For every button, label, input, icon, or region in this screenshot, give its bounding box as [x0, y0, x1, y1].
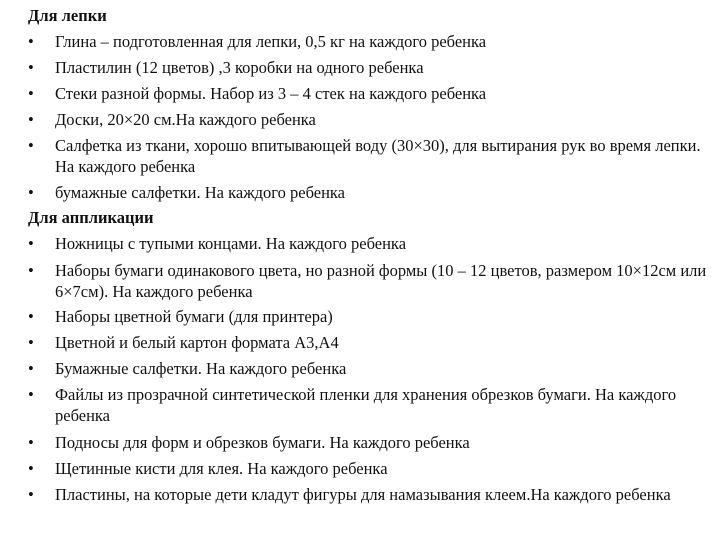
bullet-icon: • — [28, 459, 34, 478]
bullet-icon: • — [28, 234, 34, 253]
bullet-icon: • — [28, 359, 34, 378]
list-item-text: Наборы цветной бумаги (для принтера) — [55, 307, 333, 326]
bullet-icon: • — [28, 58, 34, 77]
bullet-icon: • — [28, 136, 34, 155]
bullet-icon: • — [28, 84, 34, 103]
list-item-text: Щетинные кисти для клея. На каждого ребенка — [55, 459, 388, 478]
list-item-text: Бумажные салфетки. На каждого ребенка — [55, 359, 347, 378]
bullet-icon: • — [28, 433, 34, 452]
list-item-text: Цветной и белый картон формата А3,А4 — [55, 333, 339, 352]
section-heading-applique: Для аппликации — [28, 208, 154, 227]
bullet-icon: • — [28, 183, 34, 202]
section-heading-modeling: Для лепки — [28, 6, 107, 25]
bullet-icon: • — [28, 32, 34, 51]
bullet-icon: • — [28, 385, 34, 404]
list-item-text: Подносы для форм и обрезков бумаги. На каждого ребенка — [55, 433, 470, 452]
list-item-text: Пластины, на которые дети кладут фигуры для намазывания клеем.На каждого ребенка — [55, 485, 671, 504]
bullet-icon: • — [28, 110, 34, 129]
bullet-icon: • — [28, 307, 34, 326]
list-item-text: бумажные салфетки. На каждого ребенка — [55, 183, 345, 202]
list-item-text: Глина – подготовленная для лепки, 0,5 кг на каждого ребенка — [55, 32, 487, 51]
bullet-icon: • — [28, 261, 34, 280]
list-item-text: Файлы из прозрачной синтетической пленки для хранения обрезков бумаги. На каждого ребенка — [55, 385, 677, 425]
list-item-text: Наборы бумаги одинакового цвета, но разной формы (10 – 12 цветов, размером 10×12см или 6×7см). На каждого ребенка — [55, 261, 707, 301]
list-item-text: Салфетка из ткани, хорошо впитывающей воду (30×30), для вытирания рук во время лепки. На каждого ребенка — [55, 136, 701, 176]
list-item-text: Стеки разной формы. Набор из 3 – 4 стек на каждого ребенка — [55, 84, 487, 103]
bullet-icon: • — [28, 333, 34, 352]
list-item-text: Пластилин (12 цветов) ,3 коробки на одного ребенка — [55, 58, 424, 77]
list-item-text: Доски, 20×20 см.На каждого ребенка — [55, 110, 316, 129]
list-item-text: Ножницы с тупыми концами. На каждого ребенка — [55, 234, 407, 253]
bullet-icon: • — [28, 485, 34, 504]
